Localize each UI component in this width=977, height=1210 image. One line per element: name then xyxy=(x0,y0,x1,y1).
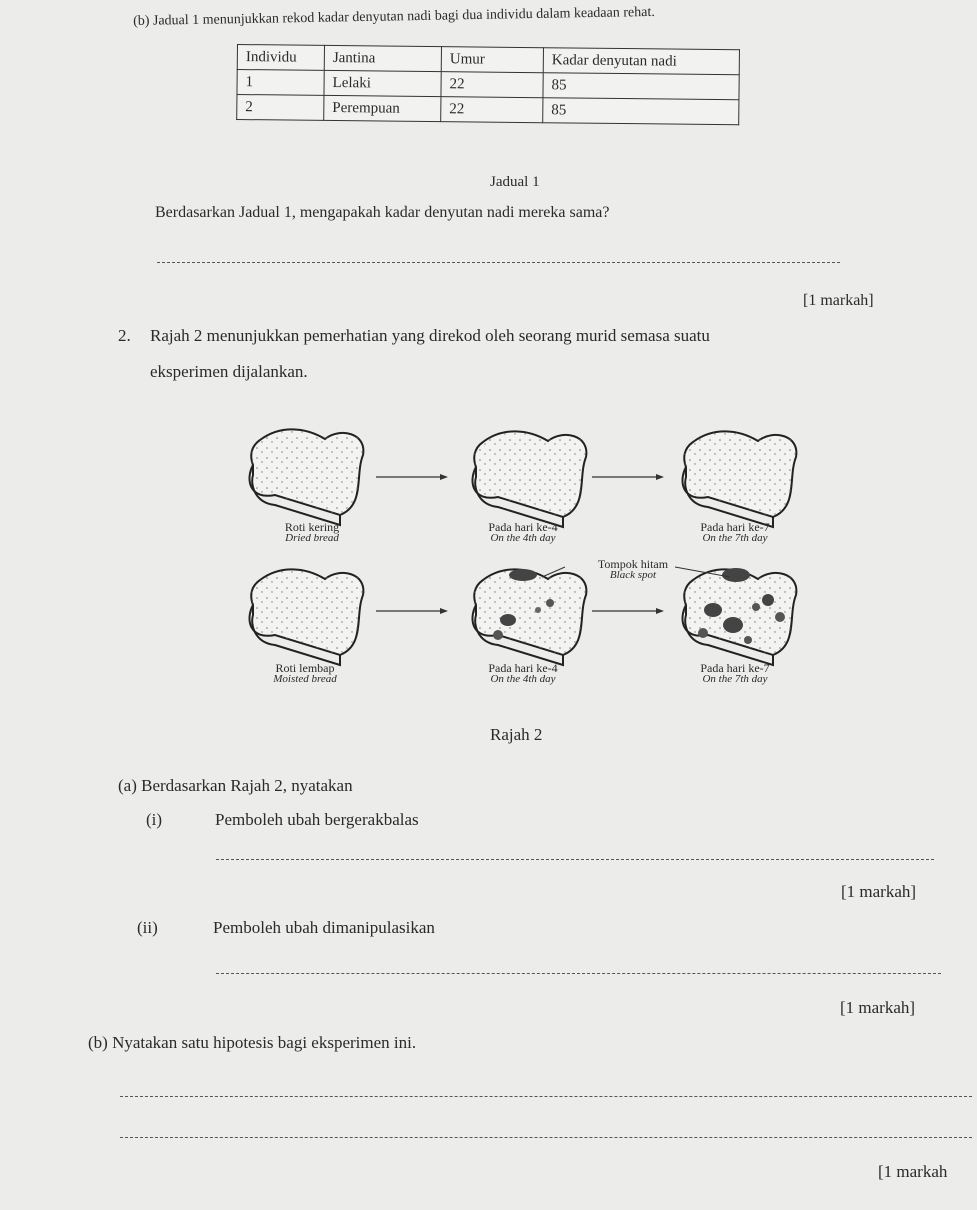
moisted-bread-icon xyxy=(249,569,363,665)
table-jadual-1 xyxy=(236,44,740,125)
question-2-number: 2. xyxy=(118,326,131,345)
question-2a: (a) Berdasarkan Rajah 2, nyatakan xyxy=(118,776,353,795)
table-cell: 1 xyxy=(237,70,324,96)
table-row xyxy=(237,95,739,125)
table-cell: 22 xyxy=(441,72,543,98)
marks-label: [1 markah xyxy=(878,1162,948,1181)
question-2-intro-line1: Rajah 2 menunjukkan pemerhatian yang direkod oleh seorang murid semasa suatu xyxy=(150,326,710,345)
marks-label: [1 markah] xyxy=(840,998,916,1017)
figure-label-dried-day4: Pada hari ke-4 On the 4th day xyxy=(488,520,558,544)
figure-label-moisted: Roti lembap Moisted bread xyxy=(273,661,337,685)
table-cell: 85 xyxy=(543,73,739,100)
answer-line[interactable] xyxy=(120,1137,972,1138)
answer-line[interactable] xyxy=(216,973,941,974)
table-cell: 2 xyxy=(237,95,324,121)
question-2b: (b) Nyatakan satu hipotesis bagi eksperimen ini. xyxy=(88,1033,417,1052)
question-2a-ii: Pemboleh ubah dimanipulasikan xyxy=(213,918,435,937)
table-cell: Perempuan xyxy=(324,95,441,121)
question-1b-text: Berdasarkan Jadual 1, mengapakah kadar denyutan nadi mereka sama? xyxy=(155,204,610,221)
question-2a-i-number: (i) xyxy=(146,810,163,829)
arrow-icon xyxy=(592,474,664,480)
marks-label: [1 markah] xyxy=(841,882,917,901)
figure-label-dried: Roti kering Dried bread xyxy=(284,520,340,544)
moisted-bread-day4-icon xyxy=(472,569,586,665)
question-2-intro-line2: eksperimen dijalankan. xyxy=(150,362,308,381)
question-1b-intro-text: Jadual 1 menunjukkan rekod kadar denyutan nadi bagi dua individu dalam keadaan rehat. xyxy=(152,4,655,29)
dried-bread-day4-icon xyxy=(472,431,586,527)
marks-label: [1 markah] xyxy=(803,292,874,309)
figure-label-dried-day7: Pada hari ke-7 On the 7th day xyxy=(700,520,770,544)
question-2a-i: Pemboleh ubah bergerakbalas xyxy=(215,810,419,829)
table-header-cell: Individu xyxy=(237,45,324,71)
answer-line[interactable] xyxy=(120,1096,972,1097)
dried-bread-day7-icon xyxy=(682,431,796,527)
arrow-icon xyxy=(376,608,448,614)
figure-label-moisted-day4: Pada hari ke-4 On the 4th day xyxy=(488,661,558,685)
table-cell: 85 xyxy=(543,98,739,125)
arrow-icon xyxy=(592,608,664,614)
question-1b-prefix: (b) xyxy=(133,13,150,29)
table-header-cell: Jantina xyxy=(324,45,441,71)
question-2a-ii-number: (ii) xyxy=(137,918,158,937)
answer-line[interactable] xyxy=(157,262,840,263)
table-header-cell: Umur xyxy=(441,47,543,73)
moisted-bread-day7-icon xyxy=(682,568,796,665)
figure-label-black-spot: Tompok hitam Black spot xyxy=(597,557,669,581)
figure-label-moisted-day7: Pada hari ke-7 On the 7th day xyxy=(700,661,770,685)
question-1b-intro xyxy=(133,5,655,30)
answer-line[interactable] xyxy=(216,859,934,860)
table-cell: 22 xyxy=(441,97,543,123)
table-caption: Jadual 1 xyxy=(490,174,540,190)
arrow-icon xyxy=(376,474,448,480)
table-header-cell: Kadar denyutan nadi xyxy=(543,48,739,75)
table-cell: Lelaki xyxy=(324,70,441,96)
figure-caption: Rajah 2 xyxy=(490,725,543,744)
dried-bread-icon xyxy=(249,429,363,525)
